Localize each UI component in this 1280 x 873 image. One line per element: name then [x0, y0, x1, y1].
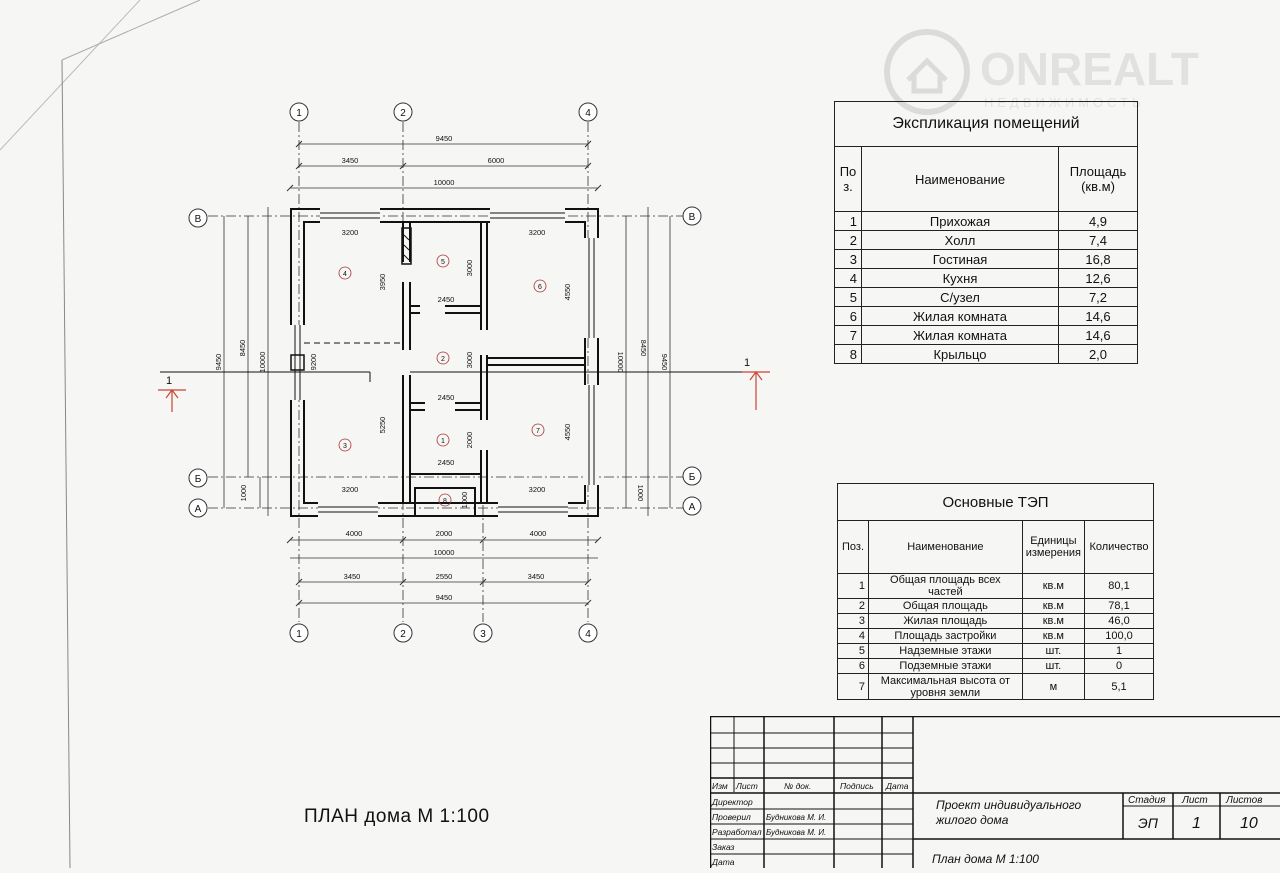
role-checked: Проверил: [712, 812, 751, 822]
dim-text: 2450: [437, 393, 455, 402]
dim-text: 3200: [528, 228, 546, 237]
dim-text: 3200: [341, 228, 359, 237]
dim-text: 3450: [343, 572, 361, 581]
axis-label: 3: [480, 629, 486, 640]
table-row: 8 Крыльцо 2,0: [835, 345, 1138, 364]
watermark-brand: ONREALT: [980, 43, 1199, 95]
explication-table: [834, 101, 1138, 364]
col-unit: Единицы измерения: [1022, 521, 1084, 574]
axis-label: 1: [296, 629, 302, 640]
axis-label: А: [688, 502, 696, 513]
sheet-name: План дома М 1:100: [932, 852, 1039, 866]
col-name: Наименование: [862, 147, 1059, 212]
dim-text: 9450: [214, 353, 223, 371]
col-name: Наименование: [869, 521, 1023, 574]
dim-text: 2450: [437, 295, 455, 304]
dim-text: 2550: [435, 572, 453, 581]
axis-label: 1: [296, 108, 302, 119]
col-date: Дата: [886, 781, 909, 791]
room-number: 4: [343, 271, 347, 278]
col-list: Лист: [736, 781, 758, 791]
dim-text: 1000: [460, 491, 469, 509]
dim-text: 3200: [528, 485, 546, 494]
list-value: 1: [1192, 815, 1201, 832]
col-qty: Количество: [1085, 521, 1154, 574]
axis-label: Б: [194, 474, 202, 485]
dim-text: 8450: [639, 339, 648, 357]
table-row: 2 Общая площадь кв.м 78,1: [838, 599, 1154, 614]
dim-text: 3950: [378, 273, 387, 291]
dim-text: 9450: [660, 353, 669, 371]
dim-text: 1000: [239, 484, 248, 502]
dim-text: 10000: [616, 351, 625, 373]
dim-text: 4550: [563, 423, 572, 441]
dim-text: 3450: [341, 156, 359, 165]
col-pos: По з.: [835, 147, 862, 212]
project-line-2: жилого дома: [936, 813, 1009, 827]
dim-text: 2000: [435, 529, 453, 538]
table-row: 7 Жилая комната 14,6: [835, 326, 1138, 345]
stage-label: Стадия: [1128, 795, 1166, 806]
dim-text: 9450: [435, 593, 453, 602]
room-number: 3: [343, 443, 347, 450]
col-area: Площадь (кв.м): [1059, 147, 1138, 212]
dim-text: 10000: [433, 548, 455, 557]
table-row: 4 Площадь застройки кв.м 100,0: [838, 629, 1154, 644]
lists-value: 10: [1240, 815, 1258, 832]
dim-text: 3000: [465, 259, 474, 277]
dim-text: 6000: [487, 156, 505, 165]
role-developed: Разработал: [712, 827, 762, 837]
axis-label: 4: [585, 108, 591, 119]
dim-text: 4550: [563, 283, 572, 301]
room-number: 7: [536, 428, 540, 435]
lists-label: Листов: [1226, 795, 1263, 806]
role-director: Директор: [712, 797, 753, 807]
table-row: 1 Общая площадь всех частей кв.м 80,1: [838, 574, 1154, 599]
table-row: 3 Жилая площадь кв.м 46,0: [838, 614, 1154, 629]
role-date: Дата: [712, 857, 735, 867]
dim-text: 3450: [527, 572, 545, 581]
dim-text: 3000: [465, 351, 474, 369]
dim-text: 9200: [309, 353, 318, 371]
project-line: Проект индивидуального: [936, 798, 1082, 812]
col-doc: № док.: [784, 781, 812, 791]
table-row: 1 Прихожая 4,9: [835, 212, 1138, 231]
developed-by-name: Будникова М. И.: [766, 828, 827, 837]
dim-text: 1000: [636, 484, 645, 502]
dim-text: 5250: [378, 416, 387, 434]
section-mark-right: 1: [744, 357, 751, 369]
table-row: 3 Гостиная 16,8: [835, 250, 1138, 269]
dim-text: 3200: [341, 485, 359, 494]
title-block: [710, 716, 1280, 868]
axis-label: А: [194, 504, 202, 515]
tep-title: Основные ТЭП: [838, 484, 1154, 521]
explication-title: Экспликация помещений: [835, 102, 1138, 147]
axis-label: 2: [400, 629, 406, 640]
dim-text: 2000: [465, 431, 474, 449]
table-row: 6 Жилая комната 14,6: [835, 307, 1138, 326]
dim-text: 4000: [345, 529, 363, 538]
room-number: 6: [538, 284, 542, 291]
room-number: 1: [441, 438, 445, 445]
dim-text: 8450: [238, 339, 247, 357]
table-row: 2 Холл 7,4: [835, 231, 1138, 250]
col-sign: Подпись: [840, 781, 874, 791]
dim-text: 9450: [435, 134, 453, 143]
axis-label: В: [194, 214, 202, 225]
project-name: [935, 798, 1085, 827]
dim-text: 2450: [437, 458, 455, 467]
list-label: Лист: [1182, 795, 1208, 806]
stage-value: ЭП: [1138, 815, 1158, 831]
room-number: 5: [441, 259, 445, 266]
plan-title: ПЛАН дома М 1:100: [304, 806, 490, 827]
watermark-tagline: НЕДВИЖИМОСТЬ: [984, 95, 1145, 110]
table-row: 6 Подземные этажи шт. 0: [838, 659, 1154, 674]
axis-label: Б: [688, 472, 696, 483]
section-mark-left: 1: [166, 375, 173, 387]
table-row: 5 Надземные этажи шт. 1: [838, 644, 1154, 659]
dim-text: 10000: [258, 351, 267, 373]
dim-text: 4000: [529, 529, 547, 538]
axis-label: В: [688, 212, 696, 223]
room-number: 8: [443, 498, 447, 505]
room-number: 2: [441, 356, 445, 363]
axis-label: 2: [400, 108, 406, 119]
tep-table: [837, 483, 1154, 700]
role-order: Заказ: [712, 842, 735, 852]
col-pos: Поз.: [838, 521, 869, 574]
table-row: 5 С/узел 7,2: [835, 288, 1138, 307]
checked-by-name: Будникова М. И.: [766, 813, 827, 822]
table-row: 4 Кухня 12,6: [835, 269, 1138, 288]
table-row: 7 Максимальная высота от уровня земли м 5,1: [838, 674, 1154, 700]
col-izm: Изм: [712, 781, 728, 791]
axis-label: 4: [585, 629, 591, 640]
dim-text: 10000: [433, 178, 455, 187]
